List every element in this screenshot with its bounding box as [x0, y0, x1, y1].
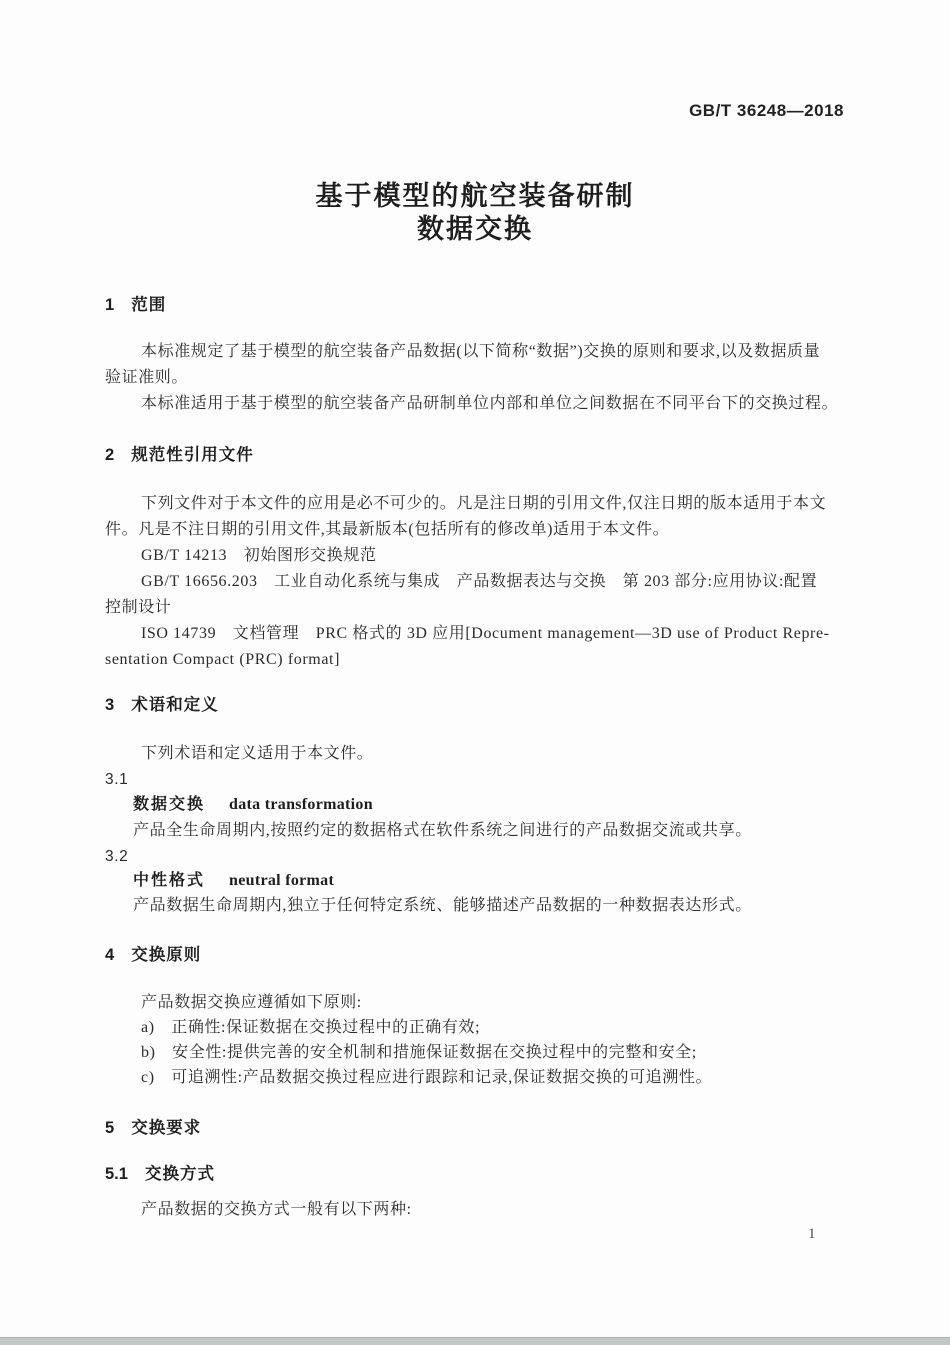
term-2-name-en: neutral format: [229, 872, 335, 889]
section-1-heading: [105, 295, 849, 315]
section-2-title: 规范性引用文件: [131, 446, 254, 464]
term-2-number: 3.2: [105, 848, 129, 865]
document-title: [0, 180, 950, 246]
section-3-intro: 下列术语和定义适用于本文件。: [141, 745, 374, 762]
document-title-line-2: 数据交换: [417, 214, 533, 244]
reference-entry: GB/T 14213 初始图形交换规范: [141, 547, 377, 564]
list-item-c: c) 可追溯性:产品数据交换过程应进行跟踪和记录,保证数据交换的可追溯性。: [141, 1069, 713, 1086]
term-2-entry: [105, 871, 877, 891]
section-3-number: 3: [105, 696, 115, 714]
section-1-number: 1: [105, 296, 115, 314]
section-4-title: 交换原则: [131, 946, 202, 964]
list-item-a: a) 正确性:保证数据在交换过程中的正确有效;: [141, 1019, 481, 1036]
section-2-number: 2: [105, 446, 115, 464]
scan-edge-shadow: [0, 1337, 950, 1345]
reference-entry-continuation: 控制设计: [105, 599, 172, 616]
list-item-b: b) 安全性:提供完善的安全机制和措施保证数据在交换过程中的完整和安全;: [141, 1044, 697, 1061]
section-4-number: 4: [105, 946, 115, 964]
section-1-paragraph-line: 验证准则。: [105, 369, 189, 386]
document-title-line-1: 基于模型的航空装备研制: [315, 181, 635, 211]
section-5-1-paragraph: 产品数据的交换方式一般有以下两种:: [141, 1201, 412, 1218]
section-5-1-number: 5.1: [105, 1165, 128, 1183]
section-4-intro: 产品数据交换应遵循如下原则:: [141, 994, 362, 1011]
section-1-title: 范围: [131, 296, 167, 314]
term-1-number: 3.1: [105, 771, 129, 788]
reference-entry: GB/T 16656.203 工业自动化系统与集成 产品数据表达与交换 第 203 部分:应用协议:配置: [141, 573, 818, 590]
section-2-paragraph-line: 件。凡是不注日期的引用文件,其最新版本(包括所有的修改单)适用于本文件。: [105, 521, 670, 538]
reference-entry-continuation: sentation Compact (PRC) format]: [105, 651, 341, 668]
term-1-entry: [105, 795, 877, 815]
term-1-name-zh: 数据交换: [133, 796, 206, 813]
section-5-number: 5: [105, 1119, 115, 1137]
section-1-paragraph-line: 本标准适用于基于模型的航空装备产品研制单位内部和单位之间数据在不同平台下的交换过程。: [141, 395, 839, 412]
section-1-paragraph-line: 本标准规定了基于模型的航空装备产品数据(以下简称“数据”)交换的原则和要求,以及数据质量: [141, 343, 821, 360]
term-2-name-zh: 中性格式: [133, 872, 206, 889]
reference-entry: ISO 14739 文档管理 PRC 格式的 3D 应用[Document management—3D use of Product Repre-: [141, 625, 830, 642]
section-2-paragraph-line: 下列文件对于本文件的应用是必不可少的。凡是注日期的引用文件,仅注日期的版本适用于本文: [141, 495, 827, 512]
section-5-1-heading: [105, 1164, 849, 1184]
section-5-heading: [105, 1118, 849, 1138]
section-3-title: 术语和定义: [131, 696, 219, 714]
term-1-name-en: data transformation: [229, 796, 373, 813]
term-1-definition: 产品全生命周期内,按照约定的数据格式在软件系统之间进行的产品数据交流或共享。: [133, 822, 752, 839]
standard-number: GB/T 36248—2018: [689, 101, 844, 120]
page-number: 1: [808, 1226, 816, 1242]
term-2-definition: 产品数据生命周期内,独立于任何特定系统、能够描述产品数据的一种数据表达形式。: [133, 897, 752, 914]
section-5-1-title: 交换方式: [144, 1165, 215, 1183]
section-2-heading: [105, 445, 849, 465]
section-5-title: 交换要求: [131, 1119, 202, 1137]
section-4-heading: [105, 945, 849, 965]
section-3-heading: [105, 695, 849, 715]
